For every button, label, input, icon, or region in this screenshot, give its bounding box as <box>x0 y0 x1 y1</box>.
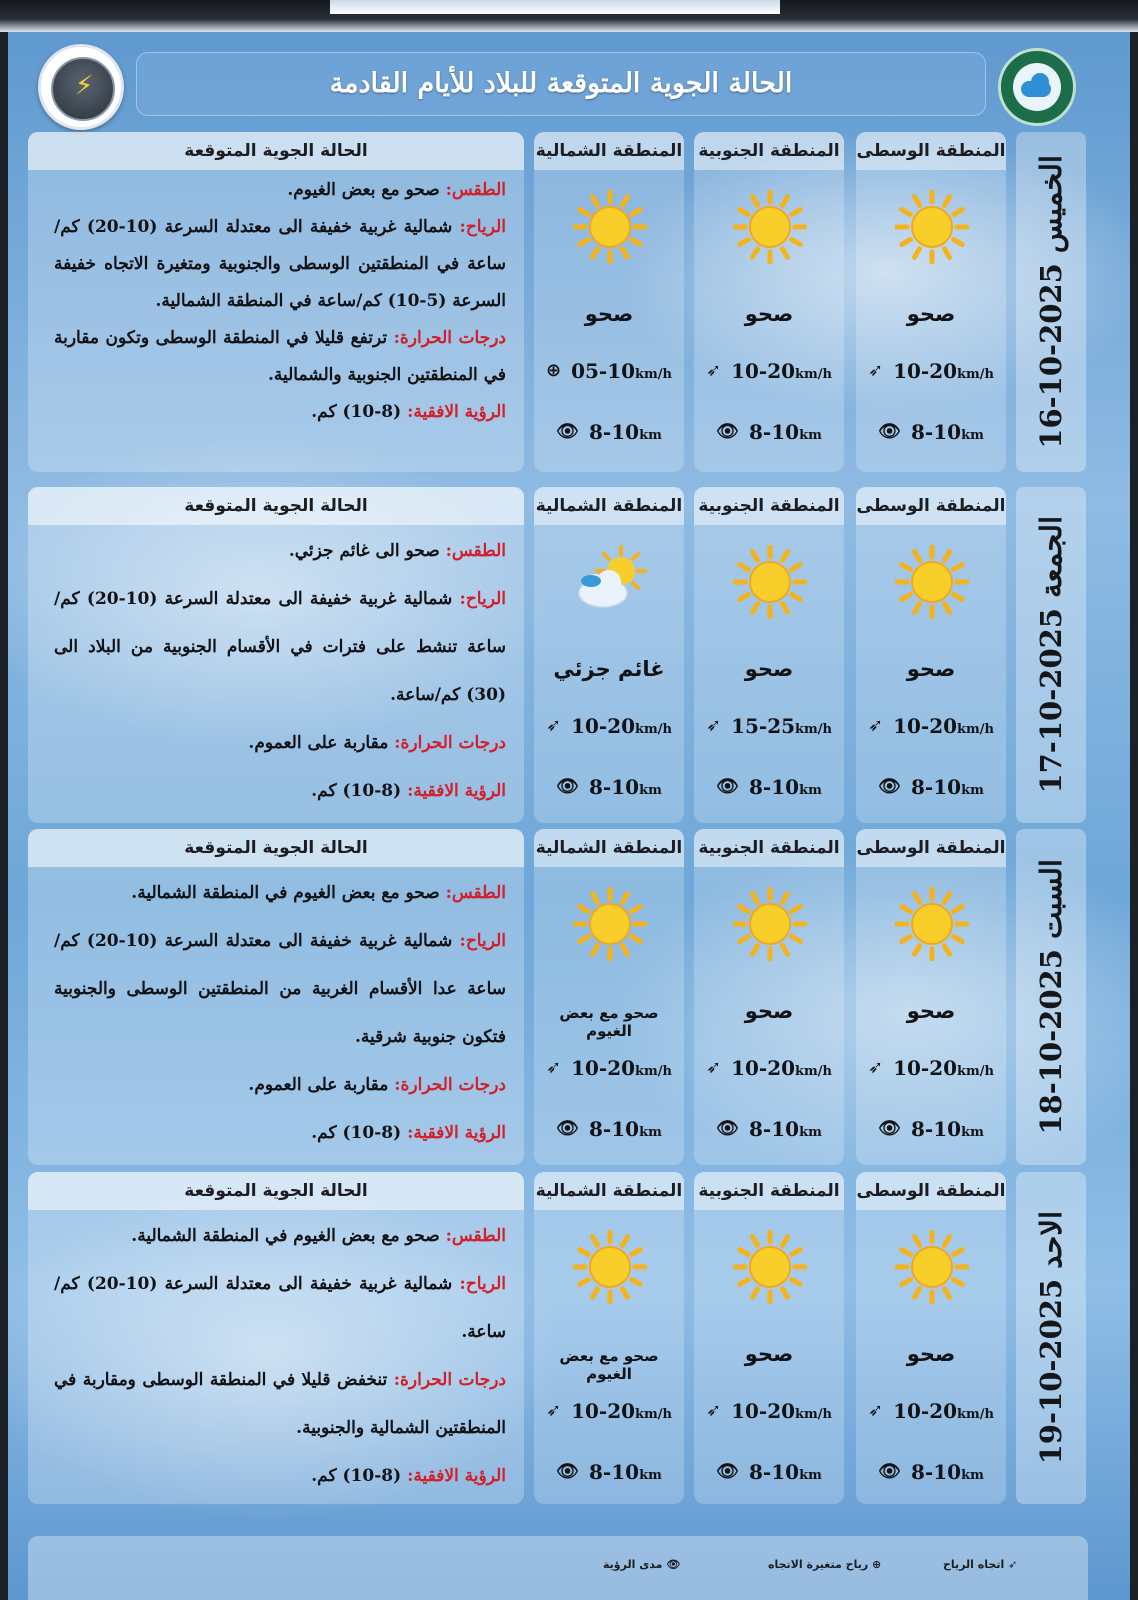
day-row <box>8 487 1130 823</box>
visibility-range: 8-10 <box>589 1460 640 1484</box>
region-heading: المنطقة الشمالية <box>534 1172 684 1210</box>
region-central <box>856 829 1006 1165</box>
visibility-text: (8-10) كم. <box>311 1123 402 1143</box>
day-date-tab <box>1016 829 1086 1165</box>
temp-text: مقاربة على العموم. <box>248 733 389 753</box>
sun-icon <box>573 887 647 961</box>
region-wind <box>856 1056 1006 1080</box>
visibility-unit: km <box>639 428 662 443</box>
visibility-range: 8-10 <box>911 1117 962 1141</box>
sun-icon <box>895 545 969 619</box>
eye-icon: 👁 <box>716 1461 740 1482</box>
region-visibility <box>694 420 844 444</box>
region-wind <box>694 1399 844 1423</box>
temp-line <box>54 719 506 767</box>
visibility-unit: km <box>961 428 984 443</box>
arrow-icon: ➶ <box>867 360 884 381</box>
temp-text: مقاربة على العموم. <box>248 1075 389 1095</box>
region-condition: صحو مع بعض الغيوم <box>559 1347 659 1383</box>
winds-label: الرياح: <box>459 217 506 237</box>
visibility-range: 8-10 <box>911 420 962 444</box>
winds-text: شمالية غربية خفيفة الى معتدلة السرعة (10-20) كم/ساعة تنشط على فترات في الأقسام الجنوبية من البلاد الى (30) كم/ساعة. <box>54 589 506 705</box>
region-wind <box>534 1056 684 1080</box>
region-heading: المنطقة الوسطى <box>856 487 1006 525</box>
visibility-unit: km <box>799 783 822 798</box>
winds-line <box>54 209 506 320</box>
sun-icon <box>573 190 647 264</box>
visibility-line <box>54 767 506 815</box>
wind-unit: km/h <box>635 367 673 382</box>
region-condition: صحو <box>906 657 956 681</box>
region-condition: غائم جزئي <box>553 657 665 681</box>
temp-label: درجات الحرارة: <box>394 733 506 753</box>
weather-line <box>54 172 506 209</box>
region-central <box>856 132 1006 472</box>
visibility-range: 8-10 <box>749 420 800 444</box>
region-visibility <box>856 420 1006 444</box>
visibility-range: 8-10 <box>589 775 640 799</box>
region-central <box>856 1172 1006 1504</box>
wind-speed: 10-20 <box>893 714 958 738</box>
arrow-icon: ➶ <box>867 1400 884 1421</box>
eye-icon: 👁 <box>878 776 902 797</box>
region-wind <box>694 359 844 383</box>
visibility-label: الرؤية الافقية: <box>407 1123 506 1143</box>
wind-unit: km/h <box>795 1064 833 1079</box>
weather-line <box>54 527 506 575</box>
visibility-range: 8-10 <box>911 1460 962 1484</box>
day-description <box>28 132 524 472</box>
weather-text: صحو مع بعض الغيوم في المنطقة الشمالية. <box>131 1226 440 1246</box>
region-visibility <box>694 1117 844 1141</box>
visibility-unit: km <box>639 1125 662 1140</box>
winds-label: الرياح: <box>459 931 506 951</box>
weather-line <box>54 1212 506 1260</box>
eye-icon: 👁 <box>878 421 902 442</box>
arrow-icon: ➶ <box>545 1400 562 1421</box>
visibility-unit: km <box>961 1125 984 1140</box>
region-north <box>534 132 684 472</box>
visibility-range: 8-10 <box>911 775 962 799</box>
visibility-range: 8-10 <box>589 1117 640 1141</box>
arrow-icon: ➶ <box>1008 1558 1018 1571</box>
region-visibility <box>694 1460 844 1484</box>
day-row <box>8 132 1130 472</box>
region-visibility <box>856 775 1006 799</box>
wind-speed: 05-10 <box>571 359 636 383</box>
winds-line <box>54 1260 506 1356</box>
region-wind <box>534 1399 684 1423</box>
region-heading: المنطقة الوسطى <box>856 829 1006 867</box>
description-heading: الحالة الجوية المتوقعة <box>28 487 524 525</box>
region-heading: المنطقة الجنوبية <box>694 1172 844 1210</box>
description-body <box>28 525 524 815</box>
arrow-icon: ➶ <box>705 360 722 381</box>
wind-unit: km/h <box>957 722 995 737</box>
day-date-tab <box>1016 132 1086 472</box>
meteorology-authority-logo <box>998 48 1076 126</box>
cloud-logo-icon <box>1013 63 1061 111</box>
region-wind <box>534 359 684 383</box>
visibility-unit: km <box>799 1468 822 1483</box>
description-heading: الحالة الجوية المتوقعة <box>28 132 524 170</box>
region-heading: المنطقة الوسطى <box>856 132 1006 170</box>
day-description <box>28 1172 524 1504</box>
region-wind <box>694 1056 844 1080</box>
weather-label: الطقس: <box>445 1226 506 1246</box>
description-heading: الحالة الجوية المتوقعة <box>28 1172 524 1210</box>
day-row <box>8 1172 1130 1504</box>
weather-text: صحو الى غائم جزئي. <box>288 541 440 561</box>
day-date-tab <box>1016 487 1086 823</box>
region-wind <box>534 714 684 738</box>
visibility-unit: km <box>799 1125 822 1140</box>
region-north <box>534 1172 684 1504</box>
region-visibility <box>856 1460 1006 1484</box>
legend-variable-wind-label: رياح متغيرة الاتجاه <box>768 1558 869 1571</box>
region-visibility <box>534 1117 684 1141</box>
eye-icon: 👁 <box>878 1461 902 1482</box>
region-heading: المنطقة الجنوبية <box>694 487 844 525</box>
eye-icon: 👁 <box>556 1118 580 1139</box>
legend-visibility <box>603 1558 680 1571</box>
forecast-poster <box>8 32 1130 1600</box>
wind-unit: km/h <box>957 367 995 382</box>
description-body <box>28 867 524 1157</box>
sun-icon <box>733 545 807 619</box>
visibility-range: 8-10 <box>749 775 800 799</box>
sun-icon <box>895 1230 969 1304</box>
region-visibility <box>694 775 844 799</box>
arrow-icon: ➶ <box>545 715 562 736</box>
wind-speed: 10-20 <box>893 1399 958 1423</box>
eye-icon: 👁 <box>716 776 740 797</box>
region-wind <box>856 714 1006 738</box>
temp-line <box>54 1061 506 1109</box>
day-date: الجمعة 2025-10-17 <box>1034 516 1068 794</box>
region-condition: صحو <box>744 657 794 681</box>
winds-label: الرياح: <box>459 589 506 609</box>
crosshair-icon: ⊕ <box>872 1558 882 1571</box>
wind-unit: km/h <box>795 1407 833 1422</box>
winds-text: شمالية غربية خفيفة الى معتدلة السرعة (10-20) كم/ساعة عدا الأقسام الغربية من المنطقتين الوسطى والجنوبية فتكون جنوبية شرقية. <box>54 931 506 1047</box>
region-condition: صحو <box>906 302 956 326</box>
day-description <box>28 829 524 1165</box>
visibility-label: الرؤية الافقية: <box>407 402 506 422</box>
region-condition: صحو <box>744 302 794 326</box>
temp-line <box>54 1356 506 1452</box>
description-heading: الحالة الجوية المتوقعة <box>28 829 524 867</box>
region-south <box>694 132 844 472</box>
day-date-tab <box>1016 1172 1086 1504</box>
region-visibility <box>856 1117 1006 1141</box>
winds-line <box>54 917 506 1061</box>
wind-unit: km/h <box>635 722 673 737</box>
description-body <box>28 170 524 431</box>
sun-icon <box>573 1230 647 1304</box>
day-description <box>28 487 524 823</box>
region-south <box>694 487 844 823</box>
legend <box>28 1536 1088 1600</box>
legend-visibility-label: مدى الرؤية <box>603 1558 663 1571</box>
temp-line <box>54 320 506 394</box>
winds-text: شمالية غربية خفيفة الى معتدلة السرعة (10-20) كم/ساعة في المنطقتين الوسطى والجنوبية ومتغيرة الاتجاه خفيفة السرعة (5-10) كم/ساعة في المنطقة الشمالية. <box>54 217 506 311</box>
day-date: الاحد 2025-10-19 <box>1034 1211 1068 1465</box>
arrow-icon: ➶ <box>705 1057 722 1078</box>
region-heading: المنطقة الشمالية <box>534 132 684 170</box>
visibility-label: الرؤية الافقية: <box>407 1466 506 1486</box>
region-condition: صحو <box>906 999 956 1023</box>
wind-unit: km/h <box>957 1407 995 1422</box>
weather-text: صحو مع بعض الغيوم في المنطقة الشمالية. <box>131 883 440 903</box>
region-heading: المنطقة الجنوبية <box>694 829 844 867</box>
visibility-line <box>54 1109 506 1157</box>
region-heading: المنطقة الوسطى <box>856 1172 1006 1210</box>
sun-icon <box>733 190 807 264</box>
legend-wind-direction-label: اتجاه الرياح <box>943 1558 1005 1571</box>
wind-unit: km/h <box>635 1064 673 1079</box>
region-visibility <box>534 1460 684 1484</box>
wind-speed: 10-20 <box>731 1399 796 1423</box>
weather-label: الطقس: <box>445 883 506 903</box>
visibility-text: (8-10) كم. <box>311 781 402 801</box>
arrow-icon: ➶ <box>545 1057 562 1078</box>
wind-unit: km/h <box>635 1407 673 1422</box>
visibility-unit: km <box>639 783 662 798</box>
top-bar <box>0 0 1138 32</box>
winds-label: الرياح: <box>459 1274 506 1294</box>
visibility-unit: km <box>639 1468 662 1483</box>
visibility-text: (8-10) كم. <box>311 402 402 422</box>
sun-icon <box>895 190 969 264</box>
wind-speed: 10-20 <box>893 359 958 383</box>
visibility-unit: km <box>961 1468 984 1483</box>
winds-line <box>54 575 506 719</box>
wind-speed: 10-20 <box>731 1056 796 1080</box>
wind-unit: km/h <box>957 1064 995 1079</box>
arrow-icon: ➶ <box>867 1057 884 1078</box>
wind-unit: km/h <box>795 367 833 382</box>
region-wind <box>694 714 844 738</box>
region-heading: المنطقة الشمالية <box>534 829 684 867</box>
visibility-text: (8-10) كم. <box>311 1466 402 1486</box>
sun-icon <box>733 887 807 961</box>
day-date: الخميس 2025-10-16 <box>1034 155 1068 449</box>
region-south <box>694 1172 844 1504</box>
sun-icon <box>733 1230 807 1304</box>
arrow-icon: ➶ <box>867 715 884 736</box>
winds-text: شمالية غربية خفيفة الى معتدلة السرعة (10-20) كم/ساعة. <box>54 1274 506 1342</box>
region-wind <box>856 359 1006 383</box>
region-condition: صحو مع بعض الغيوم <box>559 1004 659 1040</box>
sun-behind-cloud-icon <box>573 545 647 619</box>
day-row <box>8 829 1130 1165</box>
sun-icon <box>895 887 969 961</box>
eye-icon: 👁 <box>716 1118 740 1139</box>
region-condition: صحو <box>584 302 634 326</box>
wind-speed: 15-25 <box>731 714 796 738</box>
eye-icon: 👁 <box>878 1118 902 1139</box>
weather-text: صحو مع بعض الغيوم. <box>287 180 440 200</box>
wind-unit: km/h <box>795 722 833 737</box>
region-condition: صحو <box>744 999 794 1023</box>
eye-icon: 👁 <box>556 776 580 797</box>
weather-label: الطقس: <box>445 180 506 200</box>
visibility-unit: km <box>961 783 984 798</box>
page-title: الحالة الجوية المتوقعة للبلاد للأيام القادمة <box>329 68 793 99</box>
eye-icon: 👁 <box>556 421 580 442</box>
region-visibility <box>534 775 684 799</box>
wind-speed: 10-20 <box>571 1056 636 1080</box>
temp-text: تنخفض قليلا في المنطقة الوسطى ومقاربة في المنطقتين الشمالية والجنوبية. <box>54 1370 506 1438</box>
temp-label: درجات الحرارة: <box>394 1075 506 1095</box>
day-date: السبت 2025-10-18 <box>1034 859 1068 1135</box>
region-heading: المنطقة الشمالية <box>534 487 684 525</box>
arrow-icon: ➶ <box>705 1400 722 1421</box>
temp-text: ترتفع قليلا في المنطقة الوسطى وتكون مقاربة في المنطقتين الجنوبية والشمالية. <box>54 328 506 385</box>
weather-line <box>54 869 506 917</box>
eye-icon: 👁 <box>666 1558 681 1571</box>
arrow-icon: ➶ <box>705 715 722 736</box>
temp-label: درجات الحرارة: <box>393 328 506 348</box>
visibility-range: 8-10 <box>749 1460 800 1484</box>
description-body <box>28 1210 524 1500</box>
region-visibility <box>534 420 684 444</box>
region-north <box>534 829 684 1165</box>
region-condition: صحو <box>906 1342 956 1366</box>
region-heading: المنطقة الجنوبية <box>694 132 844 170</box>
legend-wind-direction <box>943 1558 1017 1571</box>
visibility-unit: km <box>799 428 822 443</box>
eye-icon: 👁 <box>556 1461 580 1482</box>
region-south <box>694 829 844 1165</box>
lightning-logo-icon: ⚡ <box>51 57 115 121</box>
eye-icon: 👁 <box>716 421 740 442</box>
weather-label: الطقس: <box>445 541 506 561</box>
wind-speed: 10-20 <box>571 714 636 738</box>
visibility-line <box>54 1452 506 1500</box>
legend-variable-wind <box>768 1558 881 1571</box>
wind-speed: 10-20 <box>731 359 796 383</box>
visibility-label: الرؤية الافقية: <box>407 781 506 801</box>
visibility-range: 8-10 <box>589 420 640 444</box>
region-condition: صحو <box>744 1342 794 1366</box>
visibility-range: 8-10 <box>749 1117 800 1141</box>
forecast-center-logo <box>38 44 124 130</box>
wind-speed: 10-20 <box>571 1399 636 1423</box>
top-strip <box>330 0 780 14</box>
crosshair-icon: ⊕ <box>545 360 562 381</box>
wind-speed: 10-20 <box>893 1056 958 1080</box>
region-north <box>534 487 684 823</box>
page-title-bar <box>136 52 986 116</box>
temp-label: درجات الحرارة: <box>393 1370 507 1390</box>
region-wind <box>856 1399 1006 1423</box>
region-central <box>856 487 1006 823</box>
visibility-line <box>54 394 506 431</box>
